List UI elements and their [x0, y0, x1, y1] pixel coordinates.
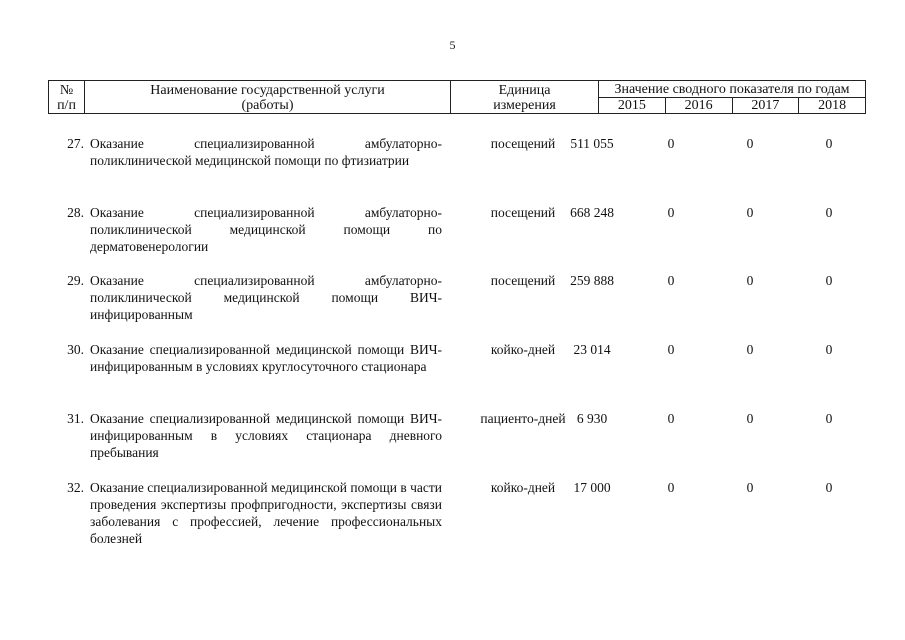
row-value-2017: 0	[746, 273, 754, 288]
row-value-2015: 17 000	[573, 480, 611, 495]
header-year-2018: 2018	[818, 98, 847, 113]
row-service-name: Оказание специализированной амбулаторно-поликлинической медицинской помощи по дерматовенерологии	[90, 205, 442, 254]
row-unit: посещений	[490, 205, 556, 220]
row-value-2018: 0	[825, 136, 833, 151]
row-value-2017: 0	[746, 411, 754, 426]
row-value-2016: 0	[667, 205, 675, 220]
row-service-name: Оказание специализированной медицинской помощи ВИЧ-инфицированным в условиях стационара дневного пребывания	[90, 411, 442, 460]
row-service-name: Оказание специализированной амбулаторно-поликлинической медицинской помощи по фтизиатрии	[90, 136, 442, 168]
row-unit: посещений	[490, 136, 556, 151]
row-value-2015: 668 248	[570, 205, 614, 220]
row-value-2015: 511 055	[570, 136, 614, 151]
row-value-2016: 0	[667, 411, 675, 426]
row-value-2016: 0	[667, 480, 675, 495]
row-value-2017: 0	[746, 205, 754, 220]
header-unit-line2: измерения	[493, 98, 556, 113]
row-value-2016: 0	[667, 273, 675, 288]
row-value-2018: 0	[825, 273, 833, 288]
table-header	[48, 80, 866, 114]
row-number: 31.	[67, 411, 84, 426]
header-years-title: Значение сводного показателя по годам	[599, 81, 865, 98]
header-years-column	[599, 81, 865, 113]
header-number-line2: п/п	[57, 98, 76, 113]
row-service-name: Оказание специализированной медицинской помощи ВИЧ-инфицированным в условиях круглосуточного стационара	[90, 342, 442, 374]
row-value-2018: 0	[825, 205, 833, 220]
header-year-2015: 2015	[599, 98, 666, 113]
row-value-2017: 0	[746, 480, 754, 495]
row-value-2018: 0	[825, 411, 833, 426]
header-year-2017: 2017	[733, 98, 800, 113]
row-value-2018: 0	[825, 342, 833, 357]
header-name-line1: Наименование государственной услуги	[150, 83, 385, 98]
row-value-2017: 0	[746, 136, 754, 151]
header-years-row	[599, 98, 865, 113]
row-unit: койко-дней	[490, 480, 556, 495]
row-value-2018: 0	[825, 480, 833, 495]
page-number: 5	[449, 38, 456, 52]
row-number: 27.	[67, 136, 84, 151]
header-number-line1: №	[59, 83, 74, 98]
row-value-2016: 0	[667, 136, 675, 151]
row-service-name: Оказание специализированной медицинской помощи в части проведения экспертизы профпригодности, экспертизы связи заболевания с профессией, лечение профессиональных болезней	[90, 480, 443, 546]
header-name-column	[85, 81, 451, 113]
row-service-name: Оказание специализированной амбулаторно-поликлинической медицинской помощи ВИЧ-инфицированным	[90, 273, 442, 322]
header-number-column	[49, 81, 85, 113]
row-number: 30.	[67, 342, 84, 357]
header-year-2016: 2016	[666, 98, 733, 113]
row-value-2017: 0	[746, 342, 754, 357]
header-unit-line1: Единица	[498, 83, 551, 98]
row-value-2015: 6 930	[576, 411, 608, 426]
row-value-2015: 23 014	[573, 342, 611, 357]
row-value-2016: 0	[667, 342, 675, 357]
row-unit: посещений	[490, 273, 556, 288]
header-unit-column	[451, 81, 599, 113]
row-number: 29.	[67, 273, 84, 288]
row-unit: койко-дней	[490, 342, 556, 357]
row-number: 32.	[67, 480, 84, 495]
row-number: 28.	[67, 205, 84, 220]
header-name-line2: (работы)	[241, 98, 294, 113]
row-value-2015: 259 888	[570, 273, 614, 288]
row-unit: пациенто-дней	[480, 411, 566, 426]
